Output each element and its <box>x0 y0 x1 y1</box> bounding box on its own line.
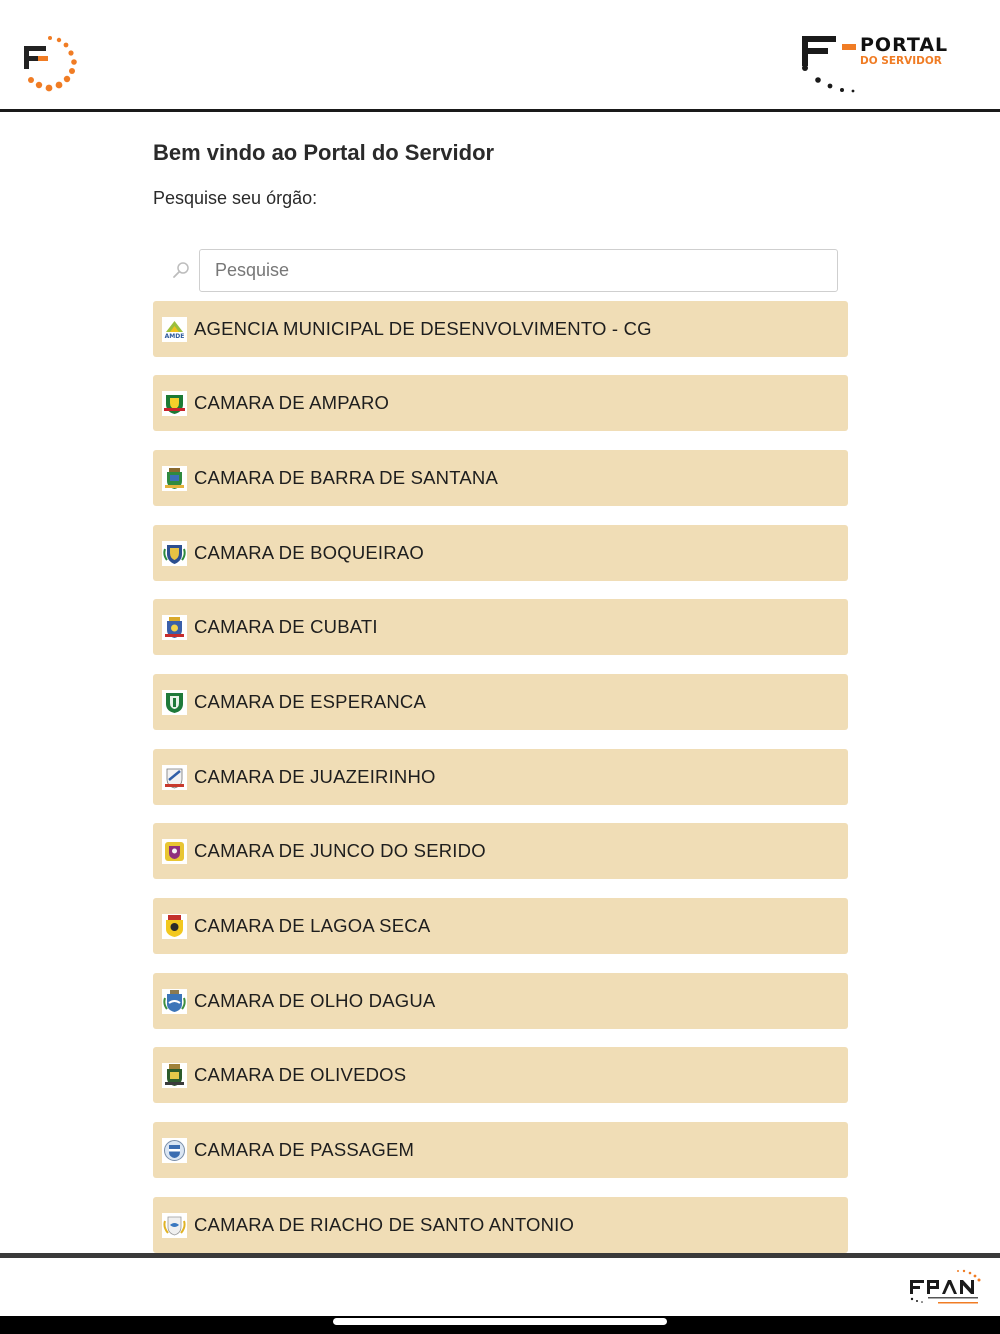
organ-label: CAMARA DE BOQUEIRAO <box>194 542 424 563</box>
organ-label: CAMARA DE JUAZEIRINHO <box>194 766 436 787</box>
list-item[interactable] <box>153 1122 848 1178</box>
list-item[interactable] <box>153 973 848 1029</box>
organ-label: CAMARA DE RIACHO DE SANTO ANTONIO <box>194 1214 575 1235</box>
home-indicator[interactable] <box>333 1318 667 1325</box>
svg-text:AMDE: AMDE <box>164 332 185 340</box>
page-title: Bem vindo ao Portal do Servidor <box>153 140 495 165</box>
organ-label: CAMARA DE OLIVEDOS <box>194 1064 407 1085</box>
olivedos-coat-of-arms-icon <box>162 1063 187 1088</box>
organ-label: CAMARA DE ESPERANCA <box>194 691 427 712</box>
organ-label: AGENCIA MUNICIPAL DE DESENVOLVIMENTO - CG <box>194 318 652 339</box>
organ-label: CAMARA DE AMPARO <box>194 392 390 413</box>
list-item[interactable] <box>153 525 848 581</box>
cubati-coat-of-arms-icon <box>162 615 187 640</box>
list-item[interactable] <box>153 1197 848 1253</box>
boqueirao-coat-of-arms-icon <box>162 541 187 566</box>
list-item[interactable] <box>153 823 848 879</box>
passagem-coat-of-arms-icon <box>162 1138 187 1163</box>
barra-de-santana-coat-of-arms-icon <box>162 466 187 491</box>
list-item[interactable] <box>153 450 848 506</box>
esperanca-coat-of-arms-icon <box>162 690 187 715</box>
list-item[interactable] <box>153 749 848 805</box>
list-item[interactable] <box>153 898 848 954</box>
app-header <box>0 0 1000 112</box>
junco-do-serido-coat-of-arms-icon <box>162 839 187 864</box>
search-bar <box>153 249 838 292</box>
riacho-de-santo-antonio-coat-of-arms-icon <box>162 1213 187 1238</box>
f-portal-emblem-icon <box>800 34 860 96</box>
organ-label: CAMARA DE PASSAGEM <box>194 1139 415 1160</box>
list-item[interactable] <box>153 674 848 730</box>
organ-label: CAMARA DE OLHO DAGUA <box>194 990 436 1011</box>
list-item[interactable] <box>153 599 848 655</box>
organ-label: CAMARA DE LAGOA SECA <box>194 915 431 936</box>
fran-f-logo-icon[interactable] <box>18 34 82 94</box>
search-input[interactable] <box>199 249 838 292</box>
app-footer <box>0 1253 1000 1316</box>
search-prompt: Pesquise seu órgão: <box>153 188 318 208</box>
portal-do-servidor-logo <box>800 34 984 96</box>
amparo-coat-of-arms-icon <box>162 391 187 416</box>
fran-informatica-logo-icon <box>908 1268 986 1308</box>
brand-title: PORTAL <box>860 34 949 56</box>
list-item[interactable] <box>153 301 848 357</box>
organ-label: CAMARA DE BARRA DE SANTANA <box>194 467 499 488</box>
lagoa-seca-coat-of-arms-icon <box>162 914 187 939</box>
list-item[interactable] <box>153 1047 848 1103</box>
brand-subtitle: DO SERVIDOR <box>860 55 942 67</box>
organ-label: CAMARA DE CUBATI <box>194 616 378 637</box>
search-icon <box>171 260 191 280</box>
olho-dagua-coat-of-arms-icon <box>162 989 187 1014</box>
amde-logo-icon <box>162 317 187 342</box>
organ-label: CAMARA DE JUNCO DO SERIDO <box>194 840 486 861</box>
juazeirinho-coat-of-arms-icon <box>162 765 187 790</box>
list-item[interactable] <box>153 375 848 431</box>
